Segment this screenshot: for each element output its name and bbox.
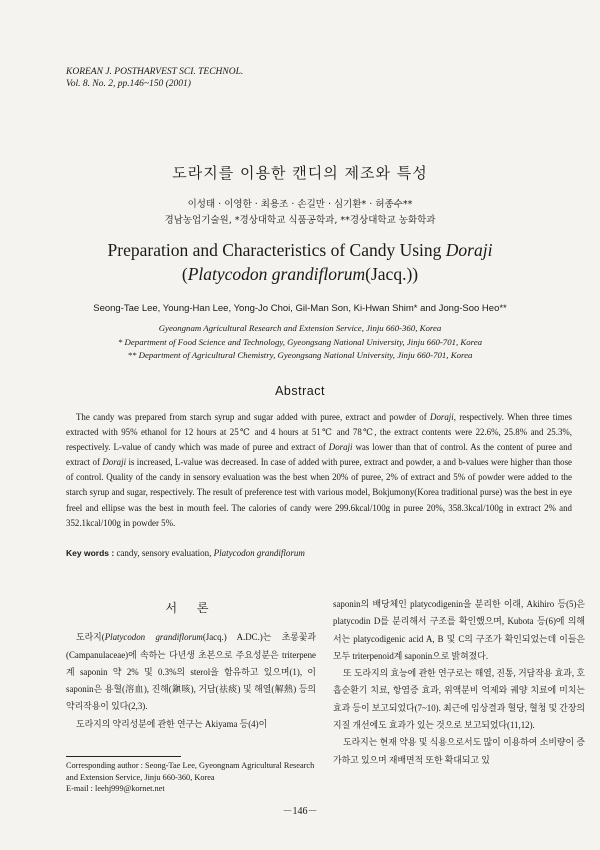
korean-affiliations: 경남농업기술원, *경상대학교 식품공학과, **경상대학교 농화학과 (164, 215, 436, 226)
title-italic: Doraji (445, 240, 493, 260)
intro-paragraph-2: 도라지의 약리성분에 관한 연구는 Akiyama 등(4)이 (76, 718, 268, 729)
footnote-divider (66, 756, 181, 757)
keywords (66, 548, 305, 558)
title-species: Platycodon grandiflorum (187, 264, 366, 284)
left-column (66, 600, 316, 733)
english-title-line2 (0, 262, 600, 286)
corresponding-author: Corresponding author : Seong-Tae Lee, Gyeongnam Agricultural Research and Extension Service, Jinju 660-360, Korea (66, 761, 315, 782)
korean-title: 도라지를 이용한 캔디의 제조와 특성 (172, 164, 428, 182)
keywords-italic: Platycodon grandiflorum (213, 548, 305, 558)
english-title-line1 (0, 238, 600, 262)
intro-paragraph-1 (66, 629, 316, 715)
intro-paragraph-4: 또 도라지의 효능에 관한 연구로는 해열, 진통, 거담작용 효과, 호흡순환기 치료, 항염증 효과, 위액분비 억제와 궤양 치료에 미치는 효과 등이 보고되었다(7~10). 최근에 임상결과 혈당, 혈청 및 간장의 지질 개선에도 효과가 있는 것으로 보고되었다(11,12). (333, 668, 585, 731)
affiliation-2: * Department of Food Science and Technology, Gyeongsang National University, Jinju 660-701, Korea (117, 336, 483, 347)
abstract-italic: Doraji (102, 457, 127, 468)
journal-name: KOREAN J. POSTHARVEST SCI. TECHNOL. (66, 67, 244, 77)
title-text: Preparation and Characteristics of Candy Using (107, 240, 446, 260)
keywords-label: Key words : (66, 548, 115, 558)
abstract-italic: Doraji (328, 442, 353, 453)
keywords-text: candy, sensory evaluation, (114, 548, 214, 558)
abstract-text: is increased, L-value was decreased. In case of added with puree, extract and powder, a and b-values were higher than those of control. Quality of the candy in sensory evaluation was the best when 20% of puree, 2% of extract and 5% of powder were added to the starch syrup and sugar, respectively. The result of preference test with various model, Bokjumony(Korea traditional purse) was the best in eye freel and ellipse was the best in mouth feel. The calories of candy were 299.6kcal/100g in puree 20%, 358.3kcal/100g in extract 2% and 352.1kcal/100g in powder 5%. (66, 457, 572, 528)
title-paren-close: (Jacq.)) (365, 264, 419, 284)
abstract-body (66, 410, 572, 531)
abstract-text: The candy was prepared from starch syrup and sugar added with puree, extract and powder of (76, 412, 431, 422)
journal-header (66, 66, 243, 90)
english-authors: Seong-Tae Lee, Young-Han Lee, Yong-Jo Choi, Gil-Man Son, Ki-Hwan Shim* and Jong-Soo Heo** (93, 303, 507, 314)
intro-paragraph-5: 도라지는 현재 약용 및 식용으로서도 많이 이용하여 소비량이 증가하고 있으며 재배면적 또한 확대되고 있 (333, 737, 585, 765)
affiliation-3: ** Department of Agricultural Chemistry, Gyeongsang National University, Jinju 660-701, Korea (127, 350, 473, 360)
abstract-text: , respectively. When three times extracted with 95% ethanol for 12 hours at 25℃ and 4 hours at 51℃ and 78℃, the extract contents were 22.6%, 25.8% and 25.3%, respectively. L-value of candy which was made of puree and extract of (66, 412, 572, 453)
author-email: E-mail : leehj999@kornet.net (66, 784, 165, 793)
korean-authors: 이성태 · 이영한 · 최용조 · 손길만 · 심기환* · 허종수** (187, 199, 413, 210)
intro-paragraph-3: saponin의 배당체인 platycodigenin을 분리한 이래, Akihiro 등(5)은 platycodin D를 분리해서 구조를 확인했으며, Kubota 등(6)에 의해서는 platycodigenic acid A, B 및 C의 구조가 확인되었는데 이들은 모두 triterpenoid계 saponin으로 밝혀졌다. (333, 599, 585, 661)
para-text: 도라지( (76, 632, 105, 643)
para-italic: Platycodon grandiflorum (104, 632, 203, 643)
section-heading: 서 론 (165, 601, 217, 615)
affiliation-1: Gyeongnam Agricultural Research and Extension Service, Jinju 660-360, Korea (158, 323, 442, 333)
right-column (333, 596, 585, 769)
footnote (66, 760, 322, 795)
para-text: (Jacq.) A.DC.)는 초롱꽃과(Campanulaceae)에 속하는 다년생 초본으로 주요성분은 triterpene계 saponin 약 2% 및 0.3%의 sterol을 함유하고 있으며(1), 이 saponin은 용혈(溶血), 진해(鎭咳), 거담(祛痰) 및 해열(解熱) 등의 약리작용이 있다(2,3). (66, 632, 316, 712)
english-affiliations (0, 322, 600, 363)
abstract-text: was lower than that of control. As the content of puree and extract of (66, 442, 572, 468)
journal-volume: Vol. 8. No. 2, pp.146~150 (2001) (66, 79, 191, 89)
abstract-heading: Abstract (275, 384, 325, 398)
abstract-italic: Doraji (430, 412, 454, 422)
english-title (0, 238, 600, 286)
title-paren-open: ( (181, 264, 188, 284)
page-number: －146－ (282, 806, 318, 817)
